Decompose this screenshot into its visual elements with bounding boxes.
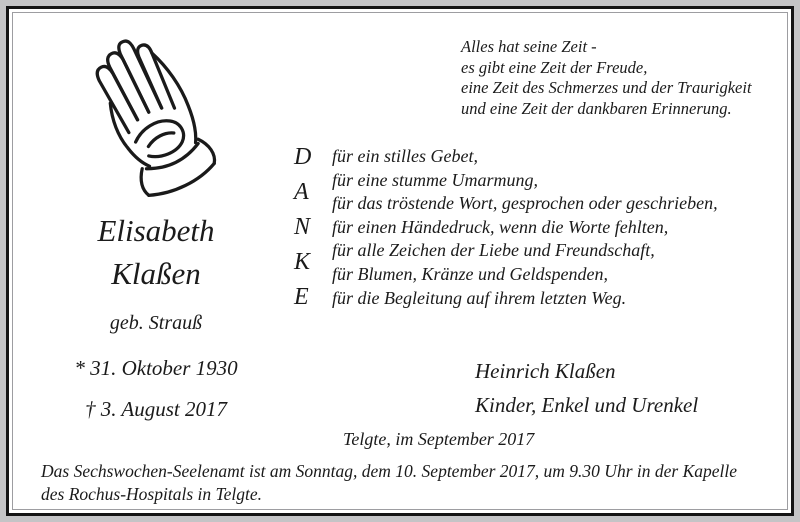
deceased-maiden-name: geb. Strauß: [109, 312, 203, 334]
danke-line: für ein stilles Gebet,: [332, 146, 478, 166]
epigraph-poem: [461, 37, 781, 119]
service-notice-line: des Rochus-Hospitals in Telgte.: [41, 483, 263, 504]
danke-letter: N: [294, 214, 311, 241]
danke-line: für die Begleitung auf ihrem letzten Weg.: [332, 287, 627, 308]
deceased-first-name: Elisabeth: [97, 213, 215, 248]
danke-line: für Blumen, Kränze und Geldspenden,: [332, 263, 608, 284]
place-date-line: Telgte, im September 2017: [343, 429, 535, 449]
danke-text-column: [332, 145, 718, 310]
danke-line: für einen Händedruck, wenn die Worte fehlten,: [332, 216, 669, 237]
epigraph-line: es gibt eine Zeit der Freude,: [461, 57, 648, 77]
danke-letter: D: [294, 144, 312, 170]
service-notice: [41, 460, 793, 505]
mourner-family: Kinder, Enkel und Urenkel: [475, 393, 699, 417]
danke-line: für das tröstende Wort, gesprochen oder geschrieben,: [332, 193, 718, 214]
danke-letter-column: [294, 145, 332, 310]
danke-letter: E: [294, 284, 309, 311]
notice-inner-frame: [12, 12, 788, 510]
mourners-block: [475, 354, 698, 422]
danke-letter: A: [294, 179, 309, 206]
service-notice-line: Das Sechswochen-Seelenamt ist am Sonntag, dem 10. September 2017, um 9.30 Uhr in der Kapelle: [41, 461, 738, 481]
mourner-name: Heinrich Klaßen: [475, 359, 616, 383]
praying-hands-icon: [59, 21, 239, 203]
deceased-death-date: † 3. August 2017: [85, 397, 227, 421]
deceased-last-name: Klaßen: [111, 256, 201, 291]
notice-outer-frame: [6, 6, 794, 516]
epigraph-line: eine Zeit des Schmerzes und der Traurigkeit: [461, 78, 752, 97]
danke-acrostic: [294, 145, 718, 310]
epigraph-line: und eine Zeit der dankbaren Erinnerung.: [461, 98, 732, 118]
danke-line: für alle Zeichen der Liebe und Freundschaft,: [332, 240, 655, 261]
deceased-block: [35, 211, 277, 422]
danke-line: für eine stumme Umarmung,: [332, 169, 538, 190]
notice-content: [13, 13, 787, 509]
epigraph-line: Alles hat seine Zeit -: [461, 37, 597, 56]
danke-letter: K: [294, 249, 311, 276]
deceased-birth-date: * 31. Oktober 1930: [74, 356, 238, 380]
